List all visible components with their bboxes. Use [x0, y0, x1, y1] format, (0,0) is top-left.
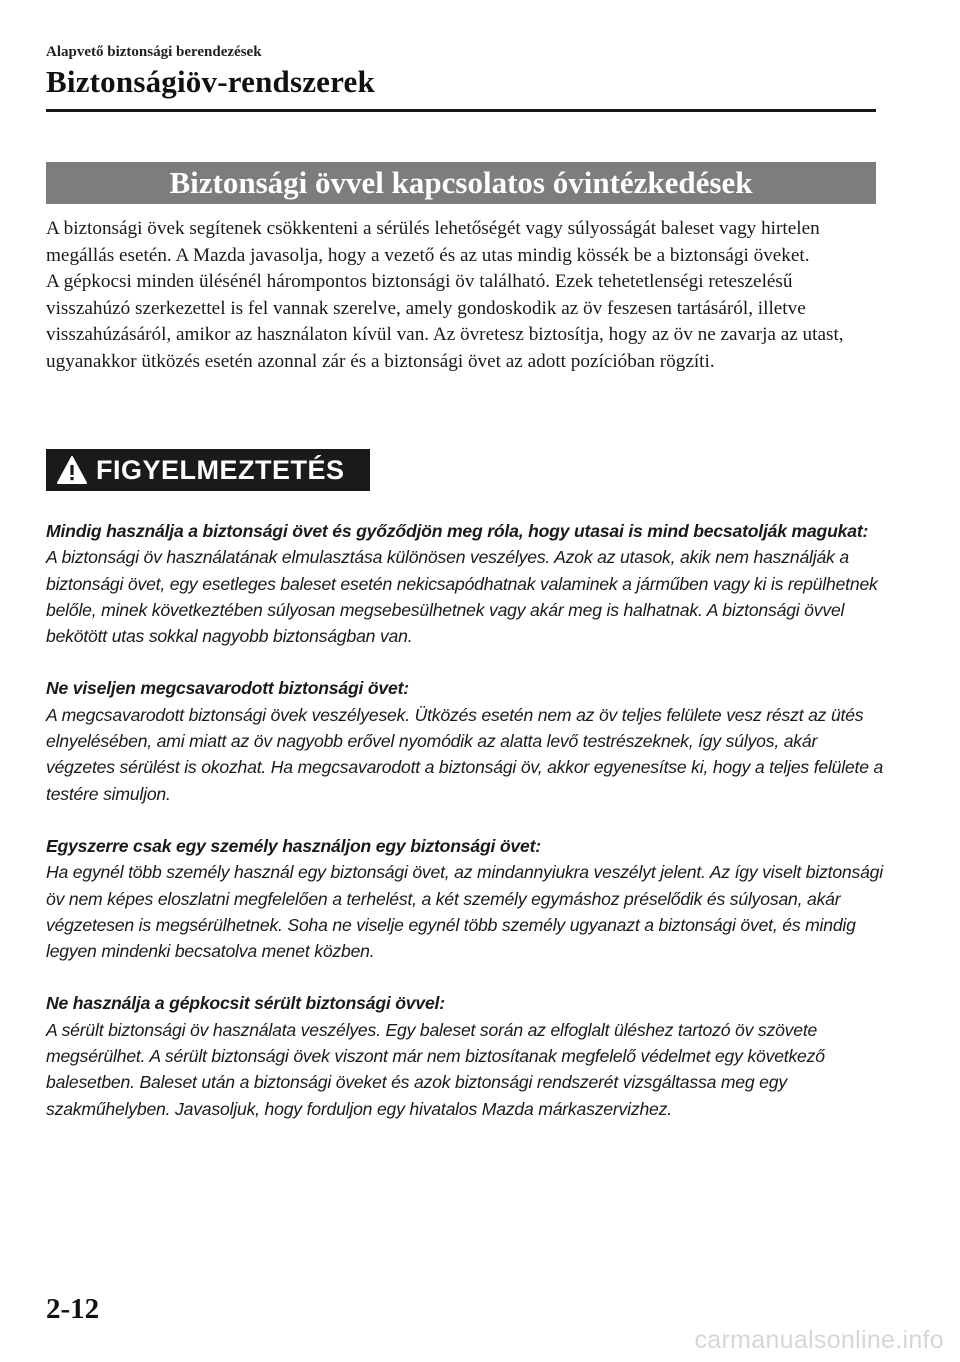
breadcrumb: Alapvető biztonsági berendezések	[46, 44, 262, 60]
warning-heading: Mindig használja a biztonsági övet és győződjön meg róla, hogy utasai is mind becsatolják magukat:	[46, 521, 869, 541]
chapter-title: Biztonságiöv-rendszerek	[46, 64, 375, 99]
warning-heading: Ne viseljen megcsavarodott biztonsági övet:	[46, 678, 409, 699]
intro-paragraph: A biztonsági övek segítenek csökkenteni a sérülés lehetőségét vagy súlyosságát baleset vagy hirtelen megállás esetén. A Mazda javasolja, hogy a vezető és az utas mindig kössék be a biztonsági öveket.	[46, 218, 820, 266]
page-number: 2-12	[46, 1293, 100, 1325]
warning-item	[46, 675, 886, 806]
watermark: carmanualsonline.info	[694, 1326, 944, 1354]
warning-body: Ha egynél több személy használ egy biztonsági övet, az mindannyiukra veszélyt jelent. Az így viselt biztonsági öv nem képes eloszlatni megfelelően a terhelést, a két személy egymáshoz préselődik és súlyosan, akár végzetesen is megsérülhetnek. Soha ne viselje egynél több személy ugyanazt a biztonsági övet, és mindig legyen mindenki becsatolva menet közben.	[46, 862, 883, 962]
intro-text	[46, 216, 880, 375]
warning-body: A biztonsági öv használatának elmulasztása különösen veszélyes. Azok az utasok, akik nem használják a biztonsági övet, egy esetleges baleset esetén nekicsapódhatnak valaminek a járműben vagy ki is repülhetnek belőle, minek következtében súlyosan megsebesülhetnek vagy akár meg is halhatnak. A biztonsági övvel bekötött utas sokkal nagyobb biztonságban van.	[46, 547, 878, 647]
section-title-banner: Biztonsági övvel kapcsolatos óvintézkedések	[46, 162, 876, 204]
warning-item	[46, 833, 886, 964]
warning-triangle-icon	[56, 454, 88, 486]
warning-item	[46, 518, 886, 649]
warning-badge	[46, 449, 370, 491]
warning-heading: Ne használja a gépkocsit sérült biztonsági övvel:	[46, 993, 445, 1014]
warning-body: A megcsavarodott biztonsági övek veszélyesek. Ütközés esetén nem az öv teljes felülete vesz részt az ütés elnyelésében, ami miatt az öv nagyobb erővel nyomódik az alatta levő testrészeknek, így súlyos, akár végzetes sérülést is okozhat. Ha megcsavarodott a biztonsági öv, akkor egyenesítse ki, hogy a teljes felülete a testére simuljon.	[46, 704, 884, 804]
warning-heading: Egyszerre csak egy személy használjon egy biztonsági övet:	[46, 835, 541, 856]
intro-paragraph: A gépkocsi minden ülésénél hárompontos biztonsági öv található. Ezek tehetetlenségi reteszelésű visszahúzó szerkezettel is fel vannak szerelve, amely gondoskodik az öv feszesen tartásáról, illetve visszahúzásáról, amikor az használaton kívül van. Az övretesz biztosítja, hogy az öv ne zavarja az utast, ugyanakkor ütközés esetén azonnal zár és a biztonsági övet az adott pozícióban rögzíti.	[46, 271, 844, 372]
warning-item	[46, 990, 886, 1121]
chapter-divider	[46, 109, 876, 112]
warning-label: FIGYELMEZTETÉS	[96, 454, 345, 485]
warning-body: A sérült biztonsági öv használata veszélyes. Egy baleset során az elfoglalt üléshez tartozó öv szövete megsérülhet. A sérült biztonsági övek viszont már nem biztosítanak megfelelő védelmet egy következő balesetben. Baleset után a biztonsági öveket és azok biztonsági rendszerét vizsgáltassa meg egy szakműhelyben. Javasoljuk, hogy forduljon egy hivatalos Mazda márkaszervizhez.	[46, 1019, 825, 1119]
warning-list	[46, 518, 886, 1148]
